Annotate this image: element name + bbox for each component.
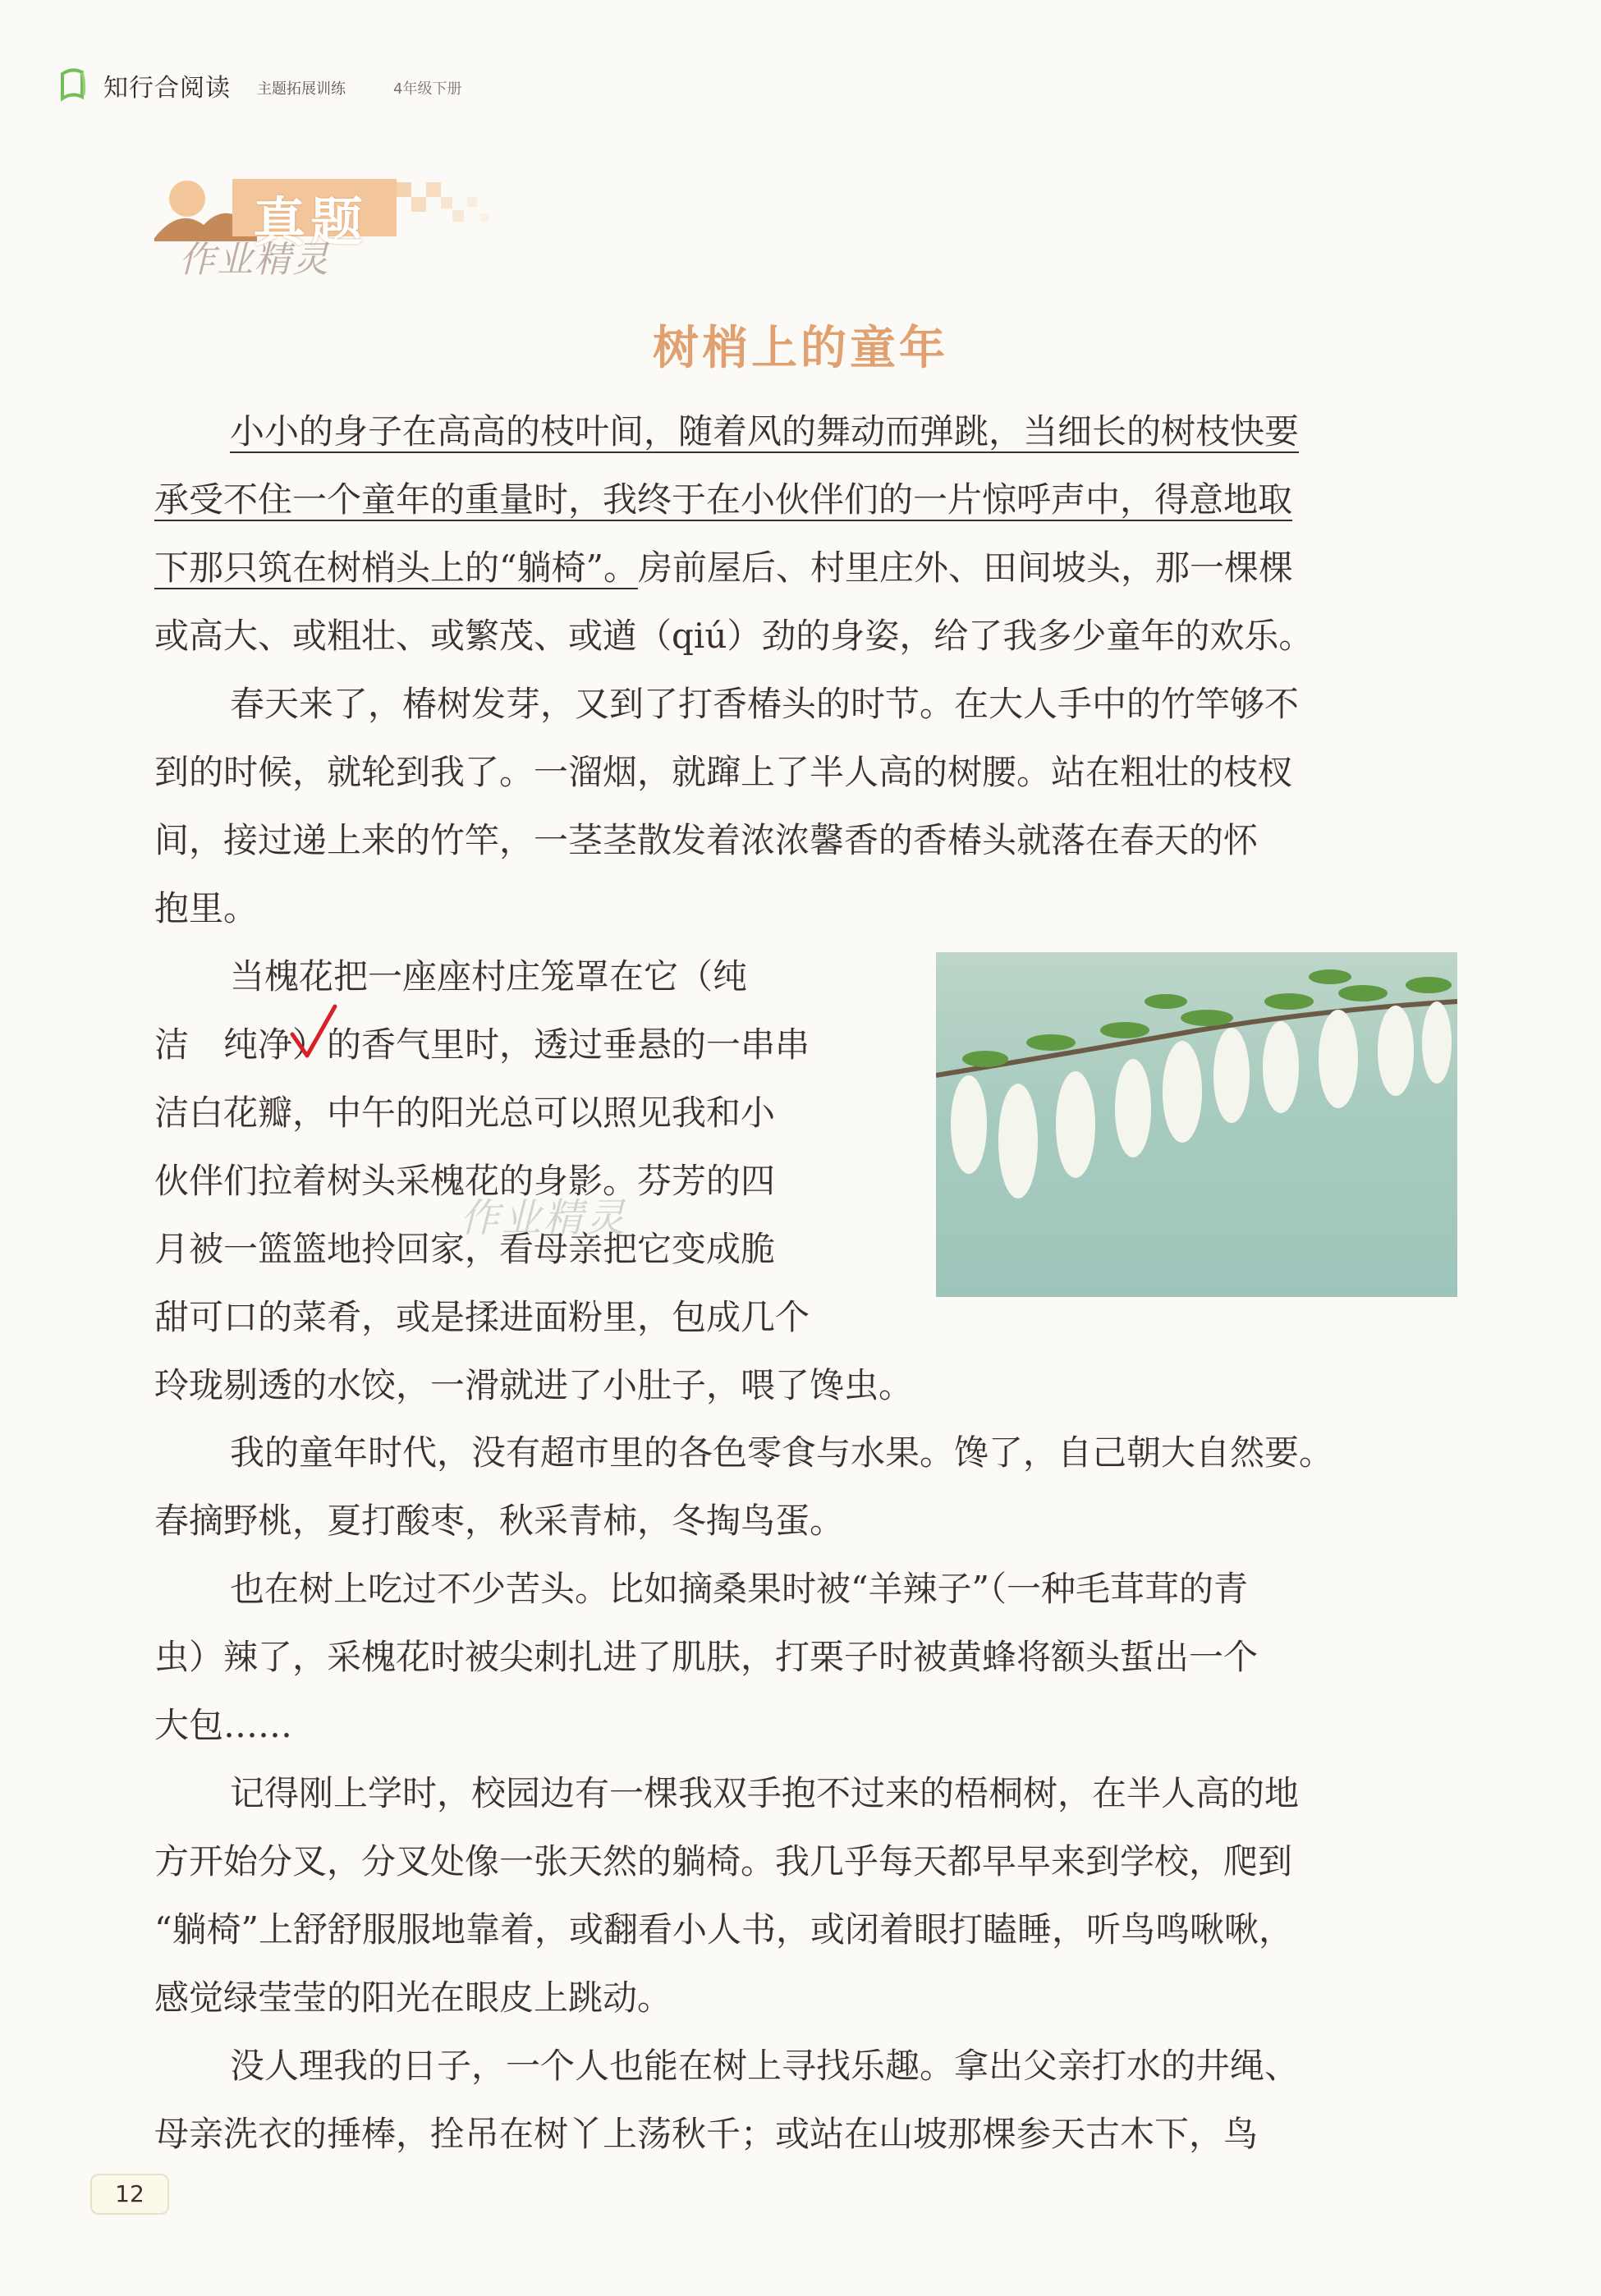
text-line: 玲珑剔透的水饺，一滑就进了小肚子，喂了馋虫。 <box>154 1365 914 1405</box>
text-line: 也在树上吃过不少苦头。比如摘桑果时被“羊辣子”（一种毛茸茸的青 <box>230 1569 1248 1609</box>
text-line: 洁白花瓣，中午的阳光总可以照见我和小 <box>154 1093 776 1133</box>
paragraph-1 <box>154 397 1453 670</box>
banner-label: 真题 <box>253 192 368 254</box>
section-banner <box>154 174 581 281</box>
text-line: 或高大、或粗壮、或繁茂、或遒（qiú）劲的身姿，给了我多少童年的欢乐。 <box>154 616 1314 656</box>
paragraph-5 <box>154 1555 1453 1759</box>
text-line: 间，接过递上来的竹竿，一茎茎散发着浓浓馨香的香椿头就落在春天的怀 <box>154 820 1259 860</box>
text-line: 当槐花把一座座村庄笼罩在它（纯 <box>230 956 748 997</box>
paragraph-4 <box>154 1418 1453 1555</box>
book-logo-icon <box>57 66 89 103</box>
text-line: 没人理我的日子，一个人也能在树上寻找乐趣。拿出父亲打水的井绳、 <box>230 2046 1300 2086</box>
text-line: 洁 纯净）的香气里时，透过垂悬的一串串 <box>154 1024 810 1065</box>
text-line: 甜可口的菜肴，或是揉进面粉里，包成几个 <box>154 1297 810 1337</box>
paragraph-2 <box>154 670 1453 942</box>
page-number: 12 <box>90 2174 169 2215</box>
text-line: 我的童年时代，没有超市里的各色零食与水果。馋了，自己朝大自然要。 <box>230 1432 1334 1473</box>
brand-name: 知行合阅读 <box>103 74 231 103</box>
watermark: 作业精灵 <box>179 239 330 281</box>
text-line: 春天来了，椿树发芽，又到了打香椿头的时节。在大人手中的竹竿够不 <box>230 684 1300 724</box>
article-title: 树梢上的童年 <box>653 322 948 375</box>
paragraph-3 <box>154 942 914 1419</box>
text-line: 虫）辣了，采槐花时被尖刺扎进了肌肤，打栗子时被黄蜂将额头蜇出一个 <box>154 1637 1259 1677</box>
series-subtitle: 主题拓展训练 <box>257 80 346 98</box>
text-line: 小小的身子在高高的枝叶间，随着风的舞动而弹跳，当细长的树枝快要 <box>230 411 1300 451</box>
page-header <box>57 54 461 103</box>
text-line: 感觉绿莹莹的阳光在眼皮上跳动。 <box>154 1977 672 2018</box>
text-line: 月被一篮篮地拎回家，看母亲把它变成脆 <box>154 1229 776 1269</box>
text-line: 春摘野桃，夏打酸枣，秋采青柿，冬掏鸟蛋。 <box>154 1501 845 1541</box>
text-line <box>154 534 1453 602</box>
paragraph-7 <box>154 2032 1453 2168</box>
text-segment: 房前屋后、村里庄外、田间坡头，那一棵棵 <box>637 548 1293 588</box>
text-line: 记得刚上学时，校园边有一棵我双手抱不过来的梧桐树，在半人高的地 <box>230 1773 1300 1813</box>
text-line: 伙伴们拉着树头采槐花的身影。芬芳的四 <box>154 1161 776 1201</box>
watermark: 作业精灵 <box>460 1195 628 1241</box>
text-line: 到的时候，就轮到我了。一溜烟，就蹿上了半人高的树腰。站在粗壮的枝杈 <box>154 752 1293 792</box>
text-line: “躺椅”上舒舒服服地靠着，或翻看小人书，或闭着眼打瞌睡，听鸟鸣啾啾， <box>154 1909 1293 1950</box>
text-line: 承受不住一个童年的重量时，我终于在小伙伴们的一片惊呼声中，得意地取 <box>154 479 1293 520</box>
text-line: 方开始分叉，分叉处像一张天然的躺椅。我几乎每天都早早来到学校，爬到 <box>154 1841 1293 1881</box>
text-line: 抱里。 <box>154 888 259 928</box>
text-line: 母亲洗衣的捶棒，拴吊在树丫上荡秋千；或站在山坡那棵参天古木下，鸟 <box>154 2114 1259 2154</box>
text-line: 大包…… <box>154 1705 293 1745</box>
locust-flower-photo <box>936 952 1457 1297</box>
paragraph-6 <box>154 1759 1453 2032</box>
underlined-text: 下那只筑在树梢头上的“躺椅”。 <box>154 548 638 588</box>
grade-label: 4年级下册 <box>393 80 462 98</box>
check-mark-icon <box>289 1003 338 1061</box>
